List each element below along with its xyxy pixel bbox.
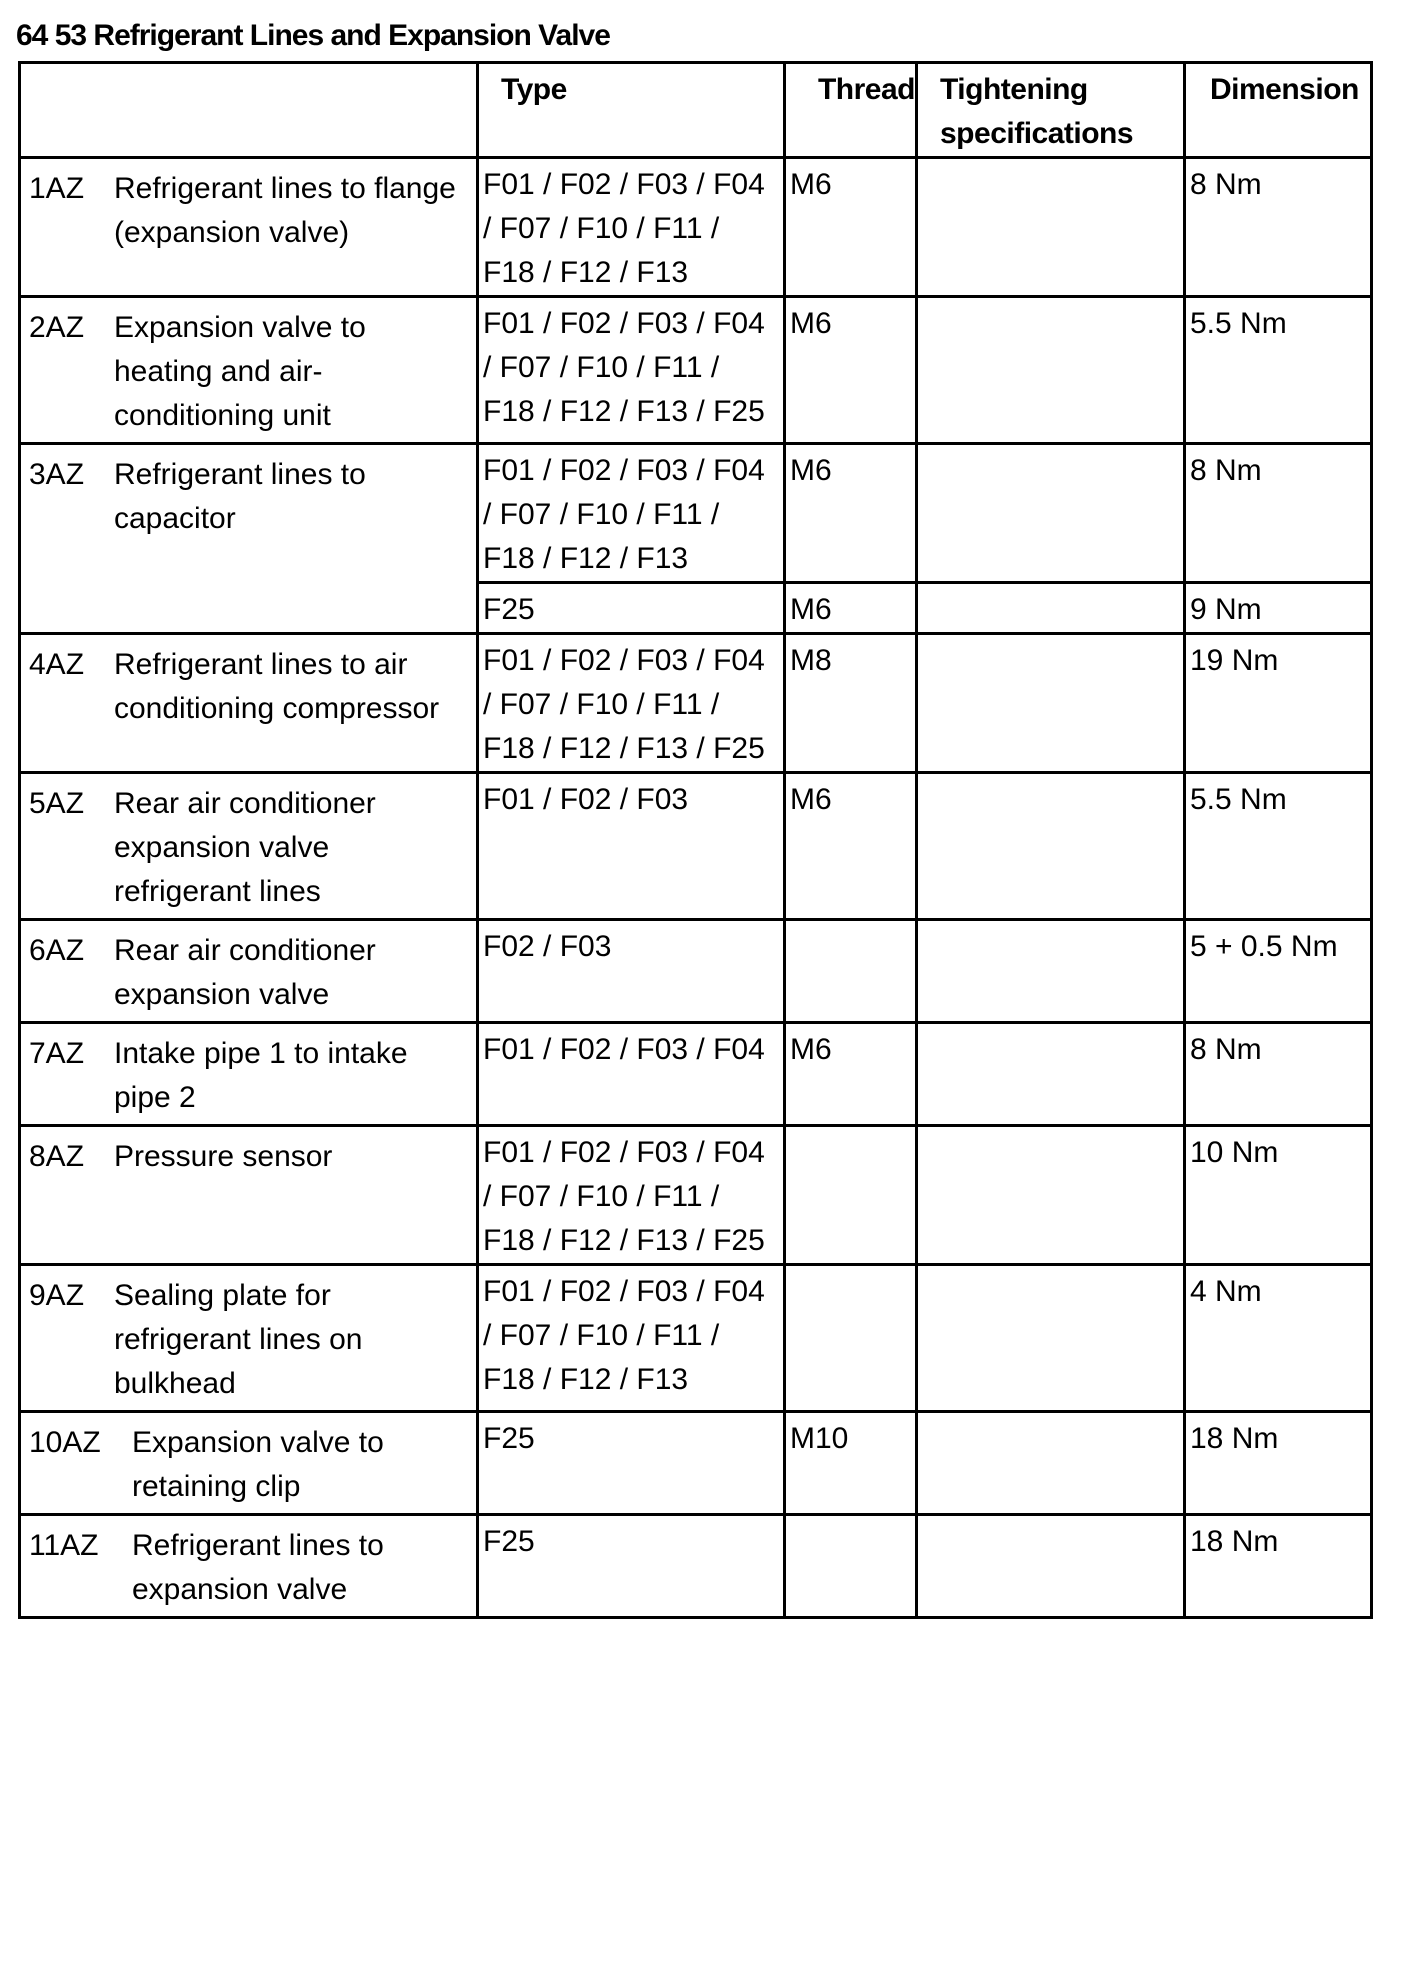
item-wrap	[29, 782, 468, 914]
thread-cell: M10	[785, 1412, 917, 1515]
tightening-spec-cell	[917, 773, 1185, 920]
thread-cell: M6	[785, 583, 917, 634]
type-cell: F01 / F02 / F03 / F04 / F07 / F10 / F11 / F18 / F12 / F13 / F25	[478, 634, 785, 773]
item-number: 3AZ	[29, 458, 85, 491]
item-wrap	[29, 1524, 468, 1612]
item-description: Expansion valve to heating and air-conditioning unit	[114, 311, 366, 432]
item-number: 2AZ	[29, 311, 85, 344]
item-wrap	[29, 1135, 468, 1179]
item-number: 10AZ	[29, 1426, 101, 1459]
header-thread: Thread	[785, 63, 917, 158]
item-cell	[20, 920, 478, 1023]
item-description: Rear air conditioner expansion valve	[114, 934, 376, 1011]
dimension-cell: 18 Nm	[1185, 1515, 1372, 1618]
dimension-cell: 9 Nm	[1185, 583, 1372, 634]
item-cell	[20, 158, 478, 297]
dimension-cell: 5 + 0.5 Nm	[1185, 920, 1372, 1023]
dimension-cell: 5.5 Nm	[1185, 773, 1372, 920]
table-row	[20, 1412, 1372, 1515]
tightening-spec-cell	[917, 1126, 1185, 1265]
tightening-spec-cell	[917, 1412, 1185, 1515]
type-cell: F25	[478, 1515, 785, 1618]
item-description: Intake pipe 1 to intake pipe 2	[114, 1037, 408, 1114]
header-type: Type	[478, 63, 785, 158]
item-description: Rear air conditioner expansion valve refrigerant lines	[114, 787, 376, 908]
header-tightening-line1: Tightening	[940, 73, 1088, 106]
thread-cell: M6	[785, 444, 917, 583]
dimension-cell: 8 Nm	[1185, 1023, 1372, 1126]
item-wrap	[29, 929, 468, 1017]
table-row	[20, 1126, 1372, 1265]
item-number: 1AZ	[29, 172, 85, 205]
page-title: 64 53 Refrigerant Lines and Expansion Valve	[16, 19, 610, 52]
item-wrap	[29, 643, 468, 731]
tightening-spec-cell	[917, 1515, 1185, 1618]
item-cell	[20, 1515, 478, 1618]
item-description: Refrigerant lines to air conditioning compressor	[114, 648, 440, 725]
item-wrap	[29, 1421, 468, 1509]
item-number: 8AZ	[29, 1140, 85, 1173]
header-item	[20, 63, 478, 158]
thread-cell: M6	[785, 773, 917, 920]
thread-cell: M6	[785, 158, 917, 297]
table-row	[20, 1265, 1372, 1412]
type-cell: F02 / F03	[478, 920, 785, 1023]
item-description: Pressure sensor	[114, 1140, 333, 1173]
dimension-cell: 18 Nm	[1185, 1412, 1372, 1515]
type-cell: F01 / F02 / F03 / F04 / F07 / F10 / F11 / F18 / F12 / F13	[478, 444, 785, 583]
item-number: 11AZ	[29, 1529, 99, 1562]
item-number: 7AZ	[29, 1037, 85, 1070]
thread-cell	[785, 1265, 917, 1412]
item-cell	[20, 1412, 478, 1515]
torque-spec-table	[18, 61, 1373, 1619]
item-wrap	[29, 453, 468, 541]
dimension-cell: 8 Nm	[1185, 158, 1372, 297]
item-cell	[20, 634, 478, 773]
tightening-spec-cell	[917, 158, 1185, 297]
thread-cell: M8	[785, 634, 917, 773]
item-description: Refrigerant lines to capacitor	[114, 458, 366, 535]
item-cell	[20, 773, 478, 920]
item-description: Expansion valve to retaining clip	[132, 1426, 384, 1503]
type-cell: F25	[478, 583, 785, 634]
dimension-cell: 8 Nm	[1185, 444, 1372, 583]
dimension-cell: 19 Nm	[1185, 634, 1372, 773]
thread-cell: M6	[785, 297, 917, 444]
dimension-cell: 5.5 Nm	[1185, 297, 1372, 444]
table-row	[20, 158, 1372, 297]
type-cell: F01 / F02 / F03	[478, 773, 785, 920]
table-header-row	[20, 63, 1372, 158]
item-wrap	[29, 1274, 468, 1406]
item-description: Refrigerant lines to expansion valve	[132, 1529, 384, 1606]
item-wrap	[29, 306, 468, 438]
item-number: 6AZ	[29, 934, 85, 967]
type-cell: F01 / F02 / F03 / F04	[478, 1023, 785, 1126]
dimension-cell: 4 Nm	[1185, 1265, 1372, 1412]
table-row	[20, 1023, 1372, 1126]
item-cell	[20, 444, 478, 634]
tightening-spec-cell	[917, 297, 1185, 444]
tightening-spec-cell	[917, 634, 1185, 773]
type-cell: F25	[478, 1412, 785, 1515]
item-cell	[20, 1023, 478, 1126]
tightening-spec-cell	[917, 1265, 1185, 1412]
thread-cell	[785, 920, 917, 1023]
table-row	[20, 773, 1372, 920]
item-description: Refrigerant lines to flange (expansion valve)	[114, 172, 456, 249]
type-cell: F01 / F02 / F03 / F04 / F07 / F10 / F11 / F18 / F12 / F13	[478, 158, 785, 297]
table-row	[20, 920, 1372, 1023]
thread-cell: M6	[785, 1023, 917, 1126]
item-cell	[20, 1126, 478, 1265]
table-row	[20, 444, 1372, 583]
table-row	[20, 1515, 1372, 1618]
table-row	[20, 634, 1372, 773]
thread-cell	[785, 1126, 917, 1265]
dimension-cell: 10 Nm	[1185, 1126, 1372, 1265]
item-number: 4AZ	[29, 648, 85, 681]
item-description: Sealing plate for refrigerant lines on bulkhead	[114, 1279, 363, 1400]
item-wrap	[29, 167, 468, 255]
header-dimension: Dimension	[1185, 63, 1372, 158]
item-wrap	[29, 1032, 468, 1120]
item-number: 9AZ	[29, 1279, 85, 1312]
table-body	[20, 158, 1372, 1618]
tightening-spec-cell	[917, 444, 1185, 583]
header-tightening-line2: specifications	[940, 117, 1134, 150]
tightening-spec-cell	[917, 1023, 1185, 1126]
thread-cell	[785, 1515, 917, 1618]
item-cell	[20, 297, 478, 444]
type-cell: F01 / F02 / F03 / F04 / F07 / F10 / F11 / F18 / F12 / F13	[478, 1265, 785, 1412]
type-cell: F01 / F02 / F03 / F04 / F07 / F10 / F11 / F18 / F12 / F13 / F25	[478, 297, 785, 444]
type-cell: F01 / F02 / F03 / F04 / F07 / F10 / F11 / F18 / F12 / F13 / F25	[478, 1126, 785, 1265]
header-tightening-specifications	[917, 63, 1185, 158]
tightening-spec-cell	[917, 920, 1185, 1023]
item-cell	[20, 1265, 478, 1412]
item-number: 5AZ	[29, 787, 85, 820]
table-row	[20, 297, 1372, 444]
tightening-spec-cell	[917, 583, 1185, 634]
